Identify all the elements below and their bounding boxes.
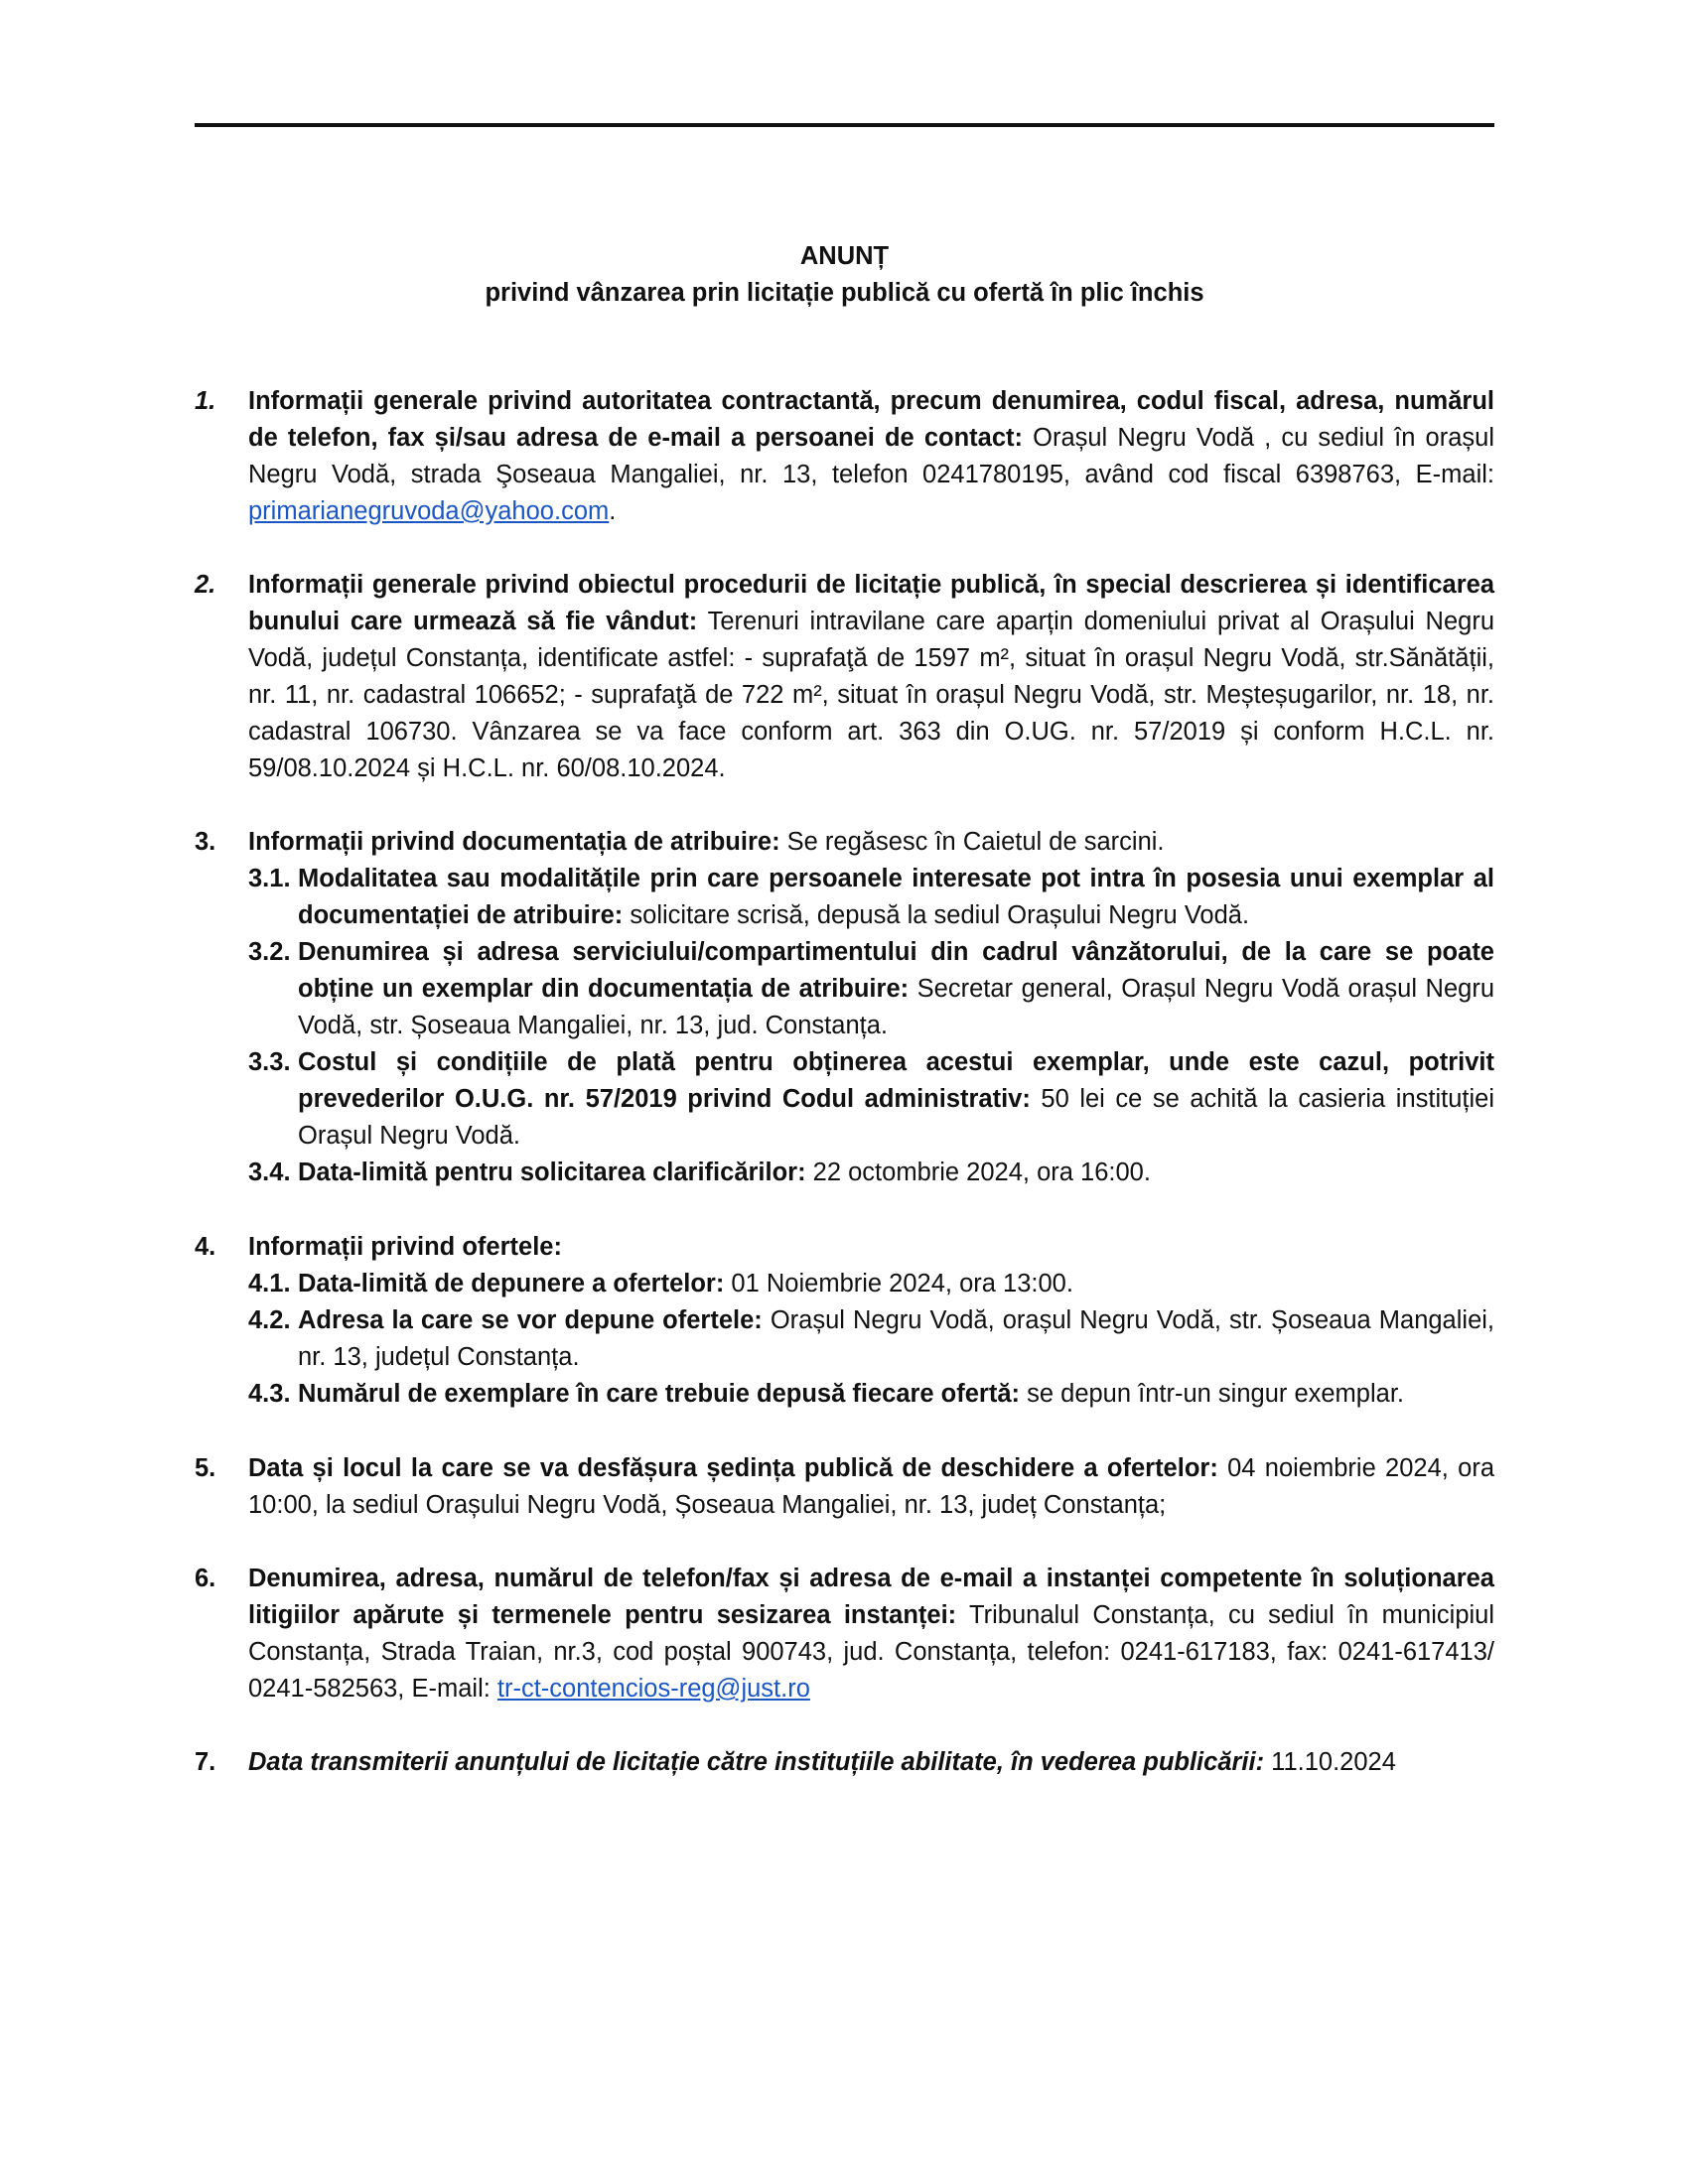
section-text-end: . — [609, 497, 617, 525]
section-5 — [195, 1450, 1494, 1524]
section-1 — [195, 383, 1494, 530]
section-3 — [195, 824, 1494, 1191]
section-number: 5. — [195, 1454, 216, 1482]
section-heading: Informații generale privind obiectul procedurii de licitație publică, în special descrierea și identificarea bunului care urmează să fie vândut: — [248, 571, 1494, 635]
subsection-3-4 — [195, 1155, 1494, 1191]
section-number: 6. — [195, 1565, 216, 1592]
section-text: Orașul Negru Vodă , cu sediul în orașul Negru Vodă, strada Şoseaua Mangaliei, nr. 13, telefon 0241780195, având cod fiscal 6398763, E-mail: — [248, 424, 1494, 488]
page-title: ANUNȚ — [799, 242, 890, 270]
subsection-heading: Adresa la care se vor depune ofertele: — [298, 1306, 763, 1334]
subsection-text: 50 lei ce se achită la casieria instituției Orașul Negru Vodă. — [298, 1085, 1494, 1150]
subsection-text: solicitare scrisă, depusă la sediul Orașului Negru Vodă. — [623, 901, 1250, 929]
subsection-number: 3.2. — [248, 938, 291, 966]
section-4 — [195, 1229, 1494, 1413]
subsection-heading: Costul și condițiile de plată pentru obținerea acestui exemplar, unde este cazul, potrivit prevederilor O.U.G. nr. 57/2019 privind Codul administrativ: — [298, 1048, 1494, 1113]
subsection-text: Secretar general, Orașul Negru Vodă orașul Negru Vodă, str. Șoseaua Mangaliei, nr. 13, jud. Constanța. — [298, 975, 1494, 1039]
section-number: 2. — [195, 571, 216, 599]
section-heading: Data transmiterii anunțului de licitație către instituțiile abilitate, în vederea publicării: — [248, 1748, 1265, 1776]
section-6 — [195, 1561, 1494, 1707]
subsection-heading: Denumirea și adresa serviciului/compartimentului din cadrul vânzătorului, de la care se poate obține un exemplar din documentația de atribuire: — [298, 938, 1494, 1003]
contact-email-link[interactable]: primarianegruvoda@yahoo.com — [248, 497, 610, 525]
section-text: Tribunalul Constanța, cu sediul în municipiul Constanța, Strada Traian, nr.3, cod poștal 900743, jud. Constanța, telefon: 0241-617183, fax: 0241-617413/ 0241-582563, E-mail: — [248, 1601, 1495, 1703]
section-2 — [195, 567, 1494, 787]
subsection-text: Orașul Negru Vodă, orașul Negru Vodă, str. Șoseaua Mangaliei, nr. 13, județul Constanța. — [298, 1306, 1494, 1371]
subsection-heading: Modalitatea sau modalitățile prin care persoanele interesate pot intra în posesia unui exemplar al documentației de atribuire: — [298, 865, 1494, 929]
subsection-4-1 — [195, 1266, 1494, 1302]
subsection-number: 3.1. — [248, 865, 291, 892]
section-heading: Data și locul la care se va desfășura ședința publică de deschidere a ofertelor: — [248, 1454, 1218, 1482]
subsection-4-3 — [195, 1376, 1494, 1413]
section-7 — [195, 1744, 1494, 1781]
subsection-number: 3.3. — [248, 1048, 291, 1076]
subsection-heading: Data-limită pentru solicitarea clarificărilor: — [298, 1159, 806, 1186]
header-rule — [195, 123, 1494, 127]
court-email-link[interactable]: tr-ct-contencios-reg@just.ro — [496, 1675, 810, 1703]
subsection-4-2 — [195, 1302, 1494, 1376]
subsection-heading: Data-limită de depunere a ofertelor: — [298, 1270, 725, 1297]
section-number: 4. — [195, 1233, 216, 1261]
subsection-3-2 — [195, 934, 1494, 1044]
section-number: 3. — [195, 828, 216, 856]
subsection-text: 01 Noiembrie 2024, ora 13:00. — [724, 1270, 1073, 1297]
subsection-number: 4.3. — [248, 1380, 291, 1408]
section-heading: Informații privind ofertele: — [248, 1233, 562, 1261]
section-text: 04 noiembrie 2024, ora 10:00, la sediul Orașului Negru Vodă, Șoseaua Mangaliei, nr. 13, județ Constanța; — [248, 1454, 1494, 1519]
page-subtitle: privind vânzarea prin licitație publică cu ofertă în plic închis — [485, 279, 1204, 307]
subsection-number: 4.1. — [248, 1270, 291, 1297]
subsection-text: se depun într-un singur exemplar. — [1020, 1380, 1405, 1408]
section-number: 1. — [195, 387, 216, 415]
subsection-text: 22 octombrie 2024, ora 16:00. — [805, 1159, 1151, 1186]
subsection-number: 4.2. — [248, 1306, 291, 1334]
section-text: Se regăsesc în Caietul de sarcini. — [779, 828, 1165, 856]
section-heading: Informații generale privind autoritatea contractantă, precum denumirea, codul fiscal, adresa, numărul de telefon, fax și/sau adresa de e-mail a persoanei de contact: — [248, 387, 1494, 452]
subsection-heading: Numărul de exemplare în care trebuie depusă fiecare ofertă: — [298, 1380, 1021, 1408]
subsection-3-1 — [195, 861, 1494, 934]
title-block — [195, 238, 1494, 312]
section-heading: Informații privind documentația de atribuire: — [248, 828, 780, 856]
subsection-number: 3.4. — [248, 1159, 291, 1186]
section-number: 7. — [195, 1748, 216, 1776]
section-text: 11.10.2024 — [1264, 1748, 1396, 1776]
subsection-3-3 — [195, 1044, 1494, 1155]
section-heading: Denumirea, adresa, numărul de telefon/fax și adresa de e-mail a instanței competente în soluționarea litigiilor apărute și termenele pentru sesizarea instanței: — [248, 1565, 1494, 1629]
section-text: Terenuri intravilane care aparțin domeniului privat al Orașului Negru Vodă, județul Constanța, identificate astfel: - suprafaţă de 1597 m², situat în orașul Negru Vodă, str.Sănătății, nr. 11, nr. cadastral 106652; - suprafaţă de 722 m², situat în orașul Negru Vodă, str. Meșteșugarilor, nr. 18, nr. cadastral 106730. Vânzarea se va face conform art. 363 din O.UG. nr. 57/2019 și conform H.C.L. nr. 59/08.10.2024 și H.C.L. nr. 60/08.10.2024. — [248, 608, 1494, 782]
